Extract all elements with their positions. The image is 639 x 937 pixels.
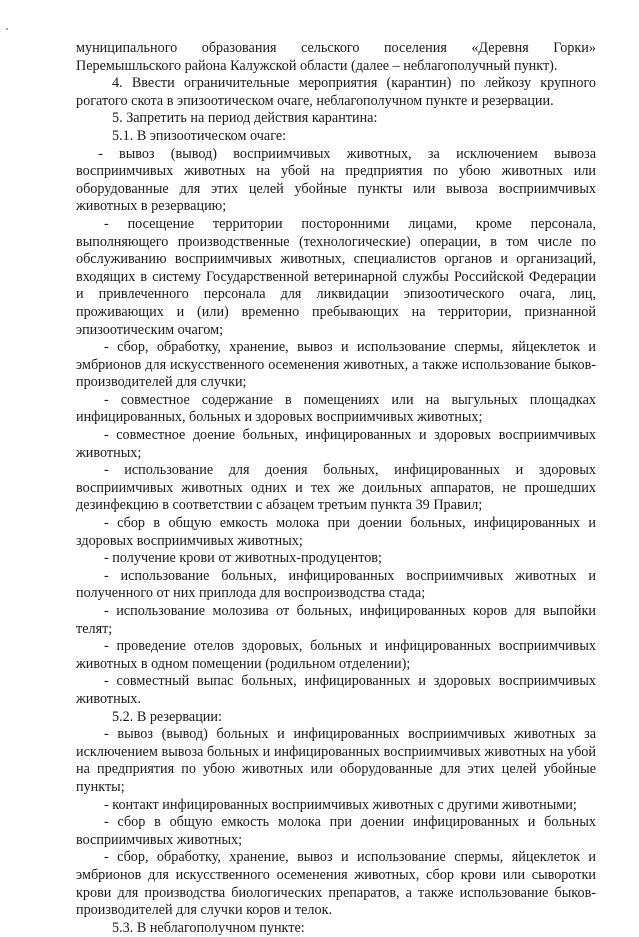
list-item: - совместное доение больных, инфицированных и здоровых восприимчивых животных;	[76, 427, 596, 461]
list-item: - использование молозива от больных, инфицированных коров для выпойки телят;	[76, 603, 596, 637]
list-item: - совместное содержание в помещениях или на выгульных площадках инфицированных, больных и здоровых восприимчивых животных;	[76, 391, 596, 426]
list-item: - сбор, обработку, хранение, вывоз и использование спермы, яйцеклеток и эмбрионов для искусственного осеменения животных, сбор крови или сыворотки крови для производства биологических препаратов, а также использование быков-производителей для случки коров и телок.	[76, 849, 596, 919]
heading-5-3: 5.3. В неблагополучном пункте:	[112, 919, 305, 936]
paragraph-continuation: муниципального образования сельского поселения «Деревня Горки» Перемышльского района Калужской области (далее – неблагополучный пункт).	[76, 40, 596, 74]
list-item: - сбор в общую емкость молока при доении инфицированных и больных восприимчивых животных;	[76, 814, 596, 848]
list-item: - сбор в общую емкость молока при доении больных, инфицированных и здоровых восприимчивых животных;	[76, 515, 596, 549]
list-item: - посещение территории посторонними лицами, кроме персонала, выполняющего производственные (технологические) операции, в том числе по обслуживанию восприимчивых животных, специалистов органов и организаций, входящих в систему Государственной ветеринарной службы Российской Федерации и привлеченного персонала для ликвидации эпизоотического очага, лиц, проживающих и (или) временно пребывающих на территории, признанной эпизоотическим очагом;	[76, 215, 596, 338]
heading-5-1: 5.1. В эпизоотическом очаге:	[112, 127, 287, 144]
list-item: - вывоз (вывод) больных и инфицированных восприимчивых животных за исключением вывоза больных и инфицированных восприимчивых животных на убой на предприятия по убою животных или оборудованные для этих целей убойные пункты;	[76, 726, 596, 795]
list-item: - совместный выпас больных, инфицированных и здоровых восприимчивых животных.	[76, 673, 596, 707]
list-item: - проведение отелов здоровых, больных и инфицированных восприимчивых животных в одном помещении (родильном отделении);	[76, 638, 596, 672]
scan-speck	[6, 28, 8, 30]
list-item: - использование для доения больных, инфицированных и здоровых восприимчивых животных одних и тех же доильных аппаратов, не прошедших дезинфекцию в соответствии с абзацем третьим пункта 39 Правил;	[76, 462, 596, 514]
list-item: - использование больных, инфицированных восприимчивых животных и полученного от них приплода для воспроизводства стада;	[76, 567, 596, 602]
document-page	[76, 40, 596, 937]
heading-5-2: 5.2. В резервации:	[112, 708, 222, 725]
list-item: - контакт инфицированных восприимчивых животных с другими животными;	[104, 796, 577, 813]
paragraph-item-4: 4. Ввести ограничительные мероприятия (карантин) по лейкозу крупного рогатого скота в эпизоотическом очаге, неблагополучном пункте и резервации.	[76, 75, 596, 109]
list-item: - получение крови от животных-продуцентов;	[104, 550, 382, 567]
list-item: - сбор, обработку, хранение, вывоз и использование спермы, яйцеклеток и эмбрионов для искусственного осеменения животных, а также использование быков-производителей для случки;	[76, 339, 596, 391]
paragraph-item-5: 5. Запретить на период действия карантина:	[112, 110, 378, 127]
list-item: - вывоз (вывод) восприимчивых животных, за исключением вывоза восприимчивых животных на убой на предприятия по убою животных или оборудованные для этих целей убойные пункты или вывоза восприимчивых животных в резервацию;	[76, 145, 596, 215]
